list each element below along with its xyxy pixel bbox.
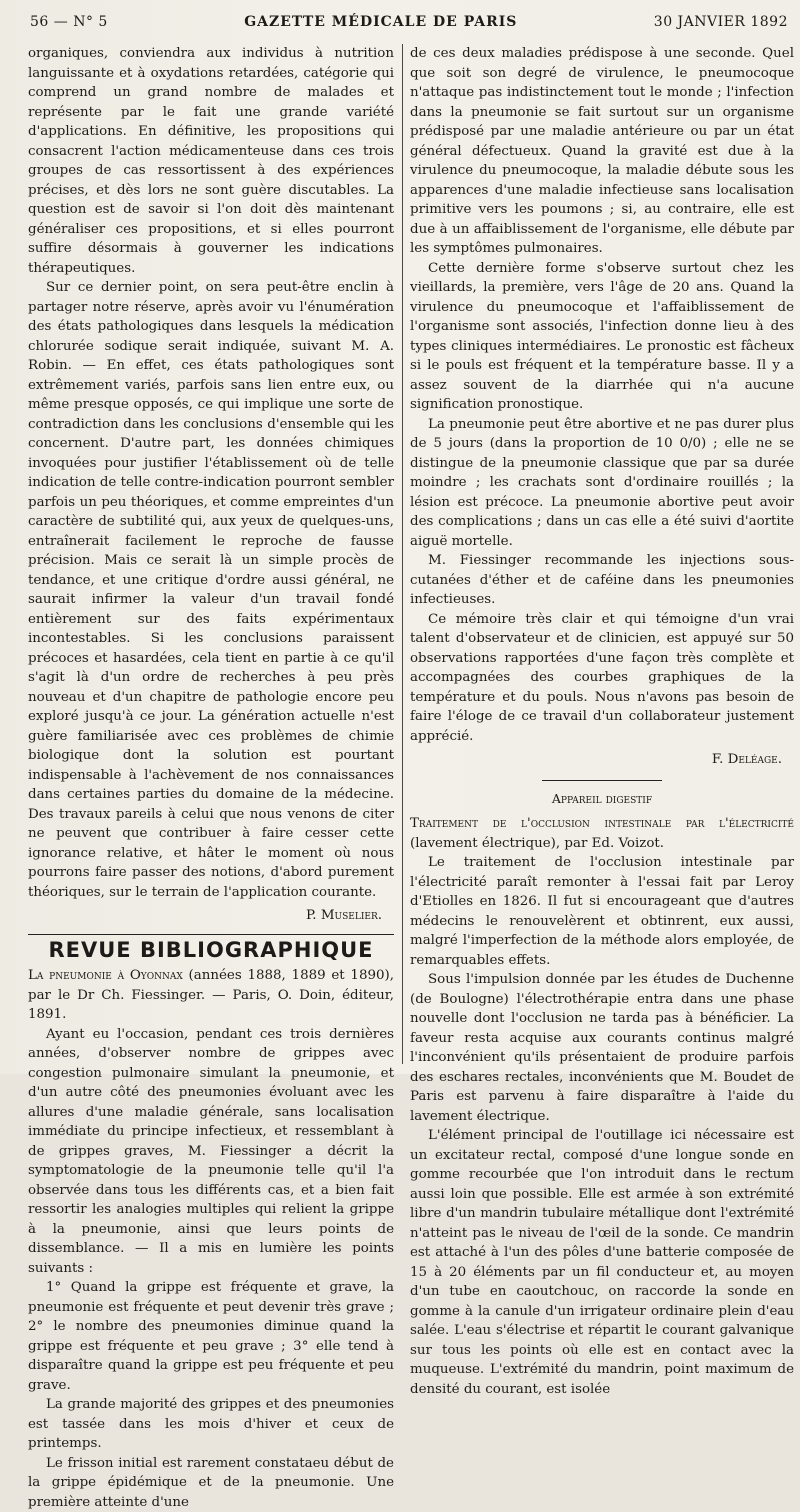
article-reference bbox=[410, 814, 794, 853]
column-divider bbox=[402, 44, 403, 1064]
paragraph: Cette dernière forme s'observe surtout chez les vieillards, la première, vers l'âge de 20 ans. Quand la virulence du pneumocoque et l'affaiblissement de l'organisme sont associés, l'infection donne lieu à des types cliniques intermédiaires. Le pronostic est fâcheux si le pouls est fréquent et la température basse. Il y a assez souvent de la diarrhée qui n'a aucune signification pronostique. bbox=[410, 259, 794, 415]
page-header bbox=[30, 14, 788, 36]
paragraph: L'élément principal de l'outillage ici nécessaire est un excitateur rectal, composé d'une longue sonde en gomme recourbée que l'on introduit dans le rectum aussi loin que possible. Elle est armée à son extrémité libre d'un mandrin tubulaire métallique dont l'extrémité n'atteint pas le niveau de l'œil de la sonde. Ce mandrin est attaché à l'un des pôles d'une batterie composée de 15 à 20 éléments par un fil conducteur et, au moyen d'un tube en caoutchouc, on raccorde la sonde en gomme à la canule d'un irrigateur ordinaire plein d'eau salée. L'eau s'électrise et répartit le courant galvanique sur tous les points où elle est en contact avec la muqueuse. L'extrémité du mandrin, point maximum de densité du courant, est isolée bbox=[410, 1126, 794, 1399]
section-rubric: REVUE BIBLIOGRAPHIQUE bbox=[28, 941, 394, 961]
section-heading: Appareil digestif bbox=[410, 789, 794, 809]
paragraph: organiques, conviendra aux individus à nutrition languissante et à oxydations retardées, catégorie qui comprend un grand nombre de malades et représente par le fait une grande variété d'applications. En définitive, les propositions qui consacrent l'action médicamenteuse dans ces trois groupes de cas ressortissent à des expériences précises, et dès lors ne sont guère discutables. La question est de savoir si l'on doit dès maintenant généraliser ces propositions, et si elles pourront suffire désormais à gouverner les indications thérapeutiques. bbox=[28, 44, 394, 278]
page-number: 56 — N° 5 bbox=[30, 14, 108, 30]
book-title: La pneumonie à Oyonnax bbox=[28, 968, 183, 983]
left-column bbox=[28, 44, 394, 1512]
publication-title: GAZETTE MÉDICALE DE PARIS bbox=[244, 14, 517, 30]
paragraph: Sous l'impulsion donnée par les études de Duchenne (de Boulogne) l'électrothérapie entra dans une phase nouvelle dont l'occlusion ne tarda pas à bénéficier. La faveur resta acquise aux courants continus malgré l'inconvénient qu'ils présentaient de produire parfois des eschares rectales, inconvénients que M. Boudet de Paris est parvenu à faire disparaître à l'aide du lavement électrique. bbox=[410, 970, 794, 1126]
paragraph: de ces deux maladies prédispose à une seconde. Quel que soit son degré de virulence, le pneumocoque n'attaque pas indistinctement tout le monde ; l'infection dans la pneumonie se fait surtout sur un organisme prédisposé par une maladie antérieure ou par un état général défectueux. Quand la gravité est due à la virulence du pneumocoque, la maladie débute sous les apparences d'une maladie infectieuse sans localisation primitive vers les poumons ; si, au contraire, elle est due à un affaiblissement de l'organisme, elle débute par les symptômes pulmonaires. bbox=[410, 44, 794, 259]
article-title: Traitement de l'occlusion intestinale par l'électricité bbox=[410, 816, 794, 831]
book-details: (années 1888, 1889 et 1890), par le Dr Ch. Fiessinger. — Paris, O. Doin, éditeur, 1891. bbox=[28, 968, 394, 1022]
paragraph: Le traitement de l'occlusion intestinale par l'électricité paraît remonter à l'essai fait par Leroy d'Etiolles en 1826. Il fut si encourageant que d'autres médecins le renouvelèrent et obtinrent, eux aussi, malgré l'imperfection de la méthode alors employée, de remarquables effets. bbox=[410, 853, 794, 970]
paragraph: Le frisson initial est rarement constataeu début de la grippe épidémique et de la pneumonie. Une première atteinte d'une bbox=[28, 1454, 394, 1512]
divider bbox=[542, 780, 662, 781]
paragraph: Ce mémoire très clair et qui témoigne d'un vrai talent d'observateur et de clinicien, est appuyé sur 50 observations rapportées d'une façon très complète et accompagnées des courbes graphiques de la température et du pouls. Nous n'avons pas besoin de faire l'éloge de ce travail d'un collaborateur justement apprécié. bbox=[410, 610, 794, 747]
paragraph: Sur ce dernier point, on sera peut-être enclin à partager notre réserve, après avoir vu l'énumération des états pathologiques dans lesquels la médication chlorurée sodique serait indiquée, suivant M. A. Robin. — En effet, ces états pathologiques sont extrêmement variés, parfois sans lien entre eux, ou même presque opposés, ce qui implique une sorte de contradiction dans les conclusions d'ensemble qui les concernent. D'autre part, les données chimiques invoquées pour justifier l'établissement où de telle indication de telle contre-indication pourront sembler parfois un peu théoriques, et comme empreintes d'un caractère de subtilité qui, aux yeux de quelques-uns, entraînerait facilement le reproche de fausse précision. Mais ce serait là un simple procès de tendance, et une critique d'ordre aussi général, ne saurait infirmer la valeur d'un travail fondé entièrement sur des faits expérimentaux incontestables. Si les conclusions paraissent précoces et hasardées, cela tient en partie à ce qu'il s'agit là d'un ordre de recherches à peu près nouveau et d'un chapitre de pathologie encore peu exploré jusqu'à ce jour. La génération actuelle n'est guère familiarisée avec ces problèmes de chimie biologique dont la solution est pourtant indispensable à l'achèvement de nos connaissances dans certaines parties du domaine de la médecine. Des travaux pareils à celui que nous venons de citer ne peuvent que contribuer à faire cesser cette ignorance relative, et hâter le moment où nous pourrons faire passer des notions, d'abord purement théoriques, sur le terrain de l'application courante. bbox=[28, 278, 394, 902]
signature: F. Deléage. bbox=[410, 750, 782, 770]
paragraph: La grande majorité des grippes et des pneumonies est tassée dans les mois d'hiver et ceux de printemps. bbox=[28, 1395, 394, 1454]
divider bbox=[28, 934, 394, 935]
paragraph: La pneumonie peut être abortive et ne pas durer plus de 5 jours (dans la proportion de 10 0/0) ; elle ne se distingue de la pneumonie classique que par sa durée moindre ; les crachats sont d'ordinaire rouillés ; la lésion est précoce. La pneumonie abortive peut avoir des complications ; dans un cas elle a été suivi d'aortite aiguë mortelle. bbox=[410, 415, 794, 552]
issue-date: 30 JANVIER 1892 bbox=[654, 14, 788, 30]
paragraph: M. Fiessinger recommande les injections sous-cutanées d'éther et de caféine dans les pneumonies infectieuses. bbox=[410, 551, 794, 610]
right-column bbox=[410, 44, 794, 1399]
paragraph: 1° Quand la grippe est fréquente et grave, la pneumonie est fréquente et peut devenir très grave ; 2° le nombre des pneumonies diminue quand la grippe est fréquente et peu grave ; 3° elle tend à disparaître quand la grippe est peu fréquente et peu grave. bbox=[28, 1278, 394, 1395]
paragraph: Ayant eu l'occasion, pendant ces trois dernières années, d'observer nombre de grippes avec congestion pulmonaire simulant la pneumonie, et d'un autre côté des pneumonies évoluant avec les allures d'une maladie générale, sans localisation immédiate du principe infectieux, et ressemblant à de grippes graves, M. Fiessinger a décrit la symptomatologie de la pneumonie telle qu'il l'a observée dans tous les différents cas, et a bien fait ressortir les analogies multiples qui relient la grippe à la pneumonie, ainsi que leurs points de dissemblance. — Il a mis en lumière les points suivants : bbox=[28, 1025, 394, 1279]
book-reference bbox=[28, 966, 394, 1025]
article-details: (lavement électrique), par Ed. Voizot. bbox=[410, 836, 664, 851]
signature: P. Muselier. bbox=[28, 906, 382, 926]
